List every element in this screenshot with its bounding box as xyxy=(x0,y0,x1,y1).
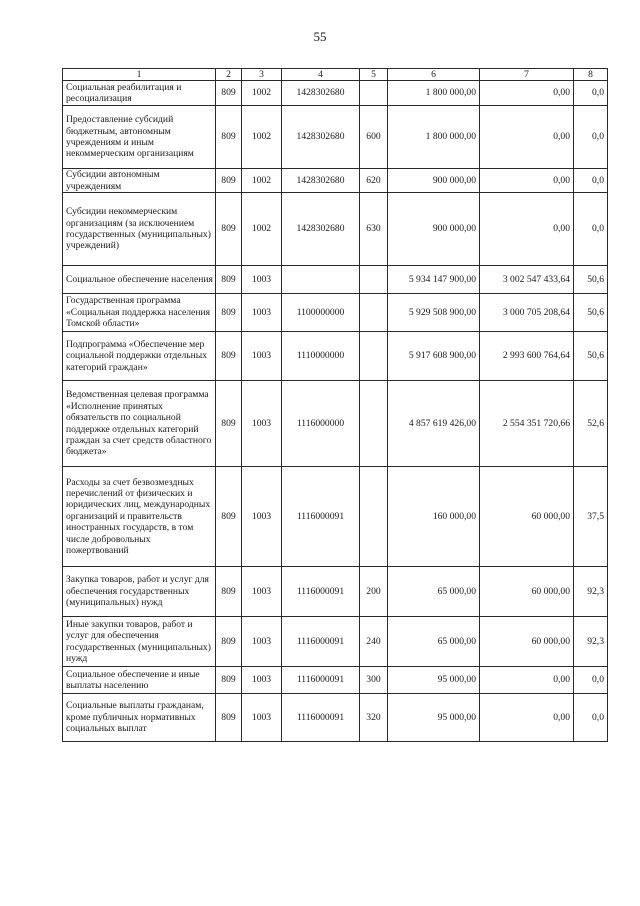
planned-amount: 95 000,00 xyxy=(388,667,480,694)
execution-percent: 50,6 xyxy=(574,332,608,381)
code-section: 1003 xyxy=(242,694,282,742)
code-target: 1116000091 xyxy=(282,567,360,617)
execution-percent: 92,3 xyxy=(574,567,608,617)
code-expense-type xyxy=(360,81,388,106)
header-cell: 3 xyxy=(242,69,282,81)
code-section: 1003 xyxy=(242,567,282,617)
code-target: 1116000091 xyxy=(282,667,360,694)
code-ministry: 809 xyxy=(216,381,242,467)
table-row xyxy=(63,266,608,294)
row-name: Социальное обеспечение и иные выплаты населению xyxy=(63,667,216,694)
executed-amount: 0,00 xyxy=(480,667,574,694)
code-section: 1003 xyxy=(242,467,282,567)
executed-amount: 60 000,00 xyxy=(480,467,574,567)
executed-amount: 0,00 xyxy=(480,106,574,169)
code-ministry: 809 xyxy=(216,467,242,567)
execution-percent: 0,0 xyxy=(574,193,608,266)
header-cell: 4 xyxy=(282,69,360,81)
execution-percent: 50,6 xyxy=(574,294,608,332)
planned-amount: 95 000,00 xyxy=(388,694,480,742)
executed-amount: 3 002 547 433,64 xyxy=(480,266,574,294)
table-row xyxy=(63,381,608,467)
table-row xyxy=(63,193,608,266)
code-target: 1116000000 xyxy=(282,381,360,467)
code-section: 1003 xyxy=(242,667,282,694)
planned-amount: 5 934 147 900,00 xyxy=(388,266,480,294)
executed-amount: 2 993 600 764,64 xyxy=(480,332,574,381)
planned-amount: 5 929 508 900,00 xyxy=(388,294,480,332)
code-ministry: 809 xyxy=(216,266,242,294)
table-row xyxy=(63,667,608,694)
code-target: 1428302680 xyxy=(282,169,360,193)
executed-amount: 0,00 xyxy=(480,169,574,193)
table-row xyxy=(63,617,608,667)
code-ministry: 809 xyxy=(216,694,242,742)
table-row xyxy=(63,169,608,193)
table-row xyxy=(63,694,608,742)
row-name: Расходы за счет безвозмездных перечислений от физических и юридических лиц, международных организаций и правительств иностранных государств, в том числе добровольных пожертвований xyxy=(63,467,216,567)
code-target: 1110000000 xyxy=(282,332,360,381)
code-section: 1002 xyxy=(242,106,282,169)
planned-amount: 1 800 000,00 xyxy=(388,81,480,106)
executed-amount: 0,00 xyxy=(480,694,574,742)
table-row xyxy=(63,81,608,106)
execution-percent: 52,6 xyxy=(574,381,608,467)
code-target: 1116000091 xyxy=(282,694,360,742)
code-ministry: 809 xyxy=(216,617,242,667)
code-target: 1428302680 xyxy=(282,193,360,266)
code-section: 1002 xyxy=(242,193,282,266)
code-ministry: 809 xyxy=(216,567,242,617)
row-name: Социальная реабилитация и ресоциализация xyxy=(63,81,216,106)
code-section: 1002 xyxy=(242,81,282,106)
code-expense-type: 200 xyxy=(360,567,388,617)
table-row xyxy=(63,467,608,567)
executed-amount: 60 000,00 xyxy=(480,567,574,617)
header-cell: 6 xyxy=(388,69,480,81)
code-expense-type xyxy=(360,294,388,332)
planned-amount: 1 800 000,00 xyxy=(388,106,480,169)
code-expense-type xyxy=(360,332,388,381)
planned-amount: 900 000,00 xyxy=(388,193,480,266)
row-name: Предоставление субсидий бюджетным, автономным учреждениям и иным некоммерческим организациям xyxy=(63,106,216,169)
code-ministry: 809 xyxy=(216,193,242,266)
execution-percent: 0,0 xyxy=(574,106,608,169)
budget-table xyxy=(62,68,608,742)
planned-amount: 5 917 608 900,00 xyxy=(388,332,480,381)
code-target: 1116000091 xyxy=(282,467,360,567)
planned-amount: 65 000,00 xyxy=(388,567,480,617)
header-cell: 5 xyxy=(360,69,388,81)
planned-amount: 160 000,00 xyxy=(388,467,480,567)
execution-percent: 37,5 xyxy=(574,467,608,567)
planned-amount: 4 857 619 426,00 xyxy=(388,381,480,467)
code-expense-type: 300 xyxy=(360,667,388,694)
row-name: Социальные выплаты гражданам, кроме публичных нормативных социальных выплат xyxy=(63,694,216,742)
execution-percent: 0,0 xyxy=(574,81,608,106)
executed-amount: 2 554 351 720,66 xyxy=(480,381,574,467)
code-expense-type: 600 xyxy=(360,106,388,169)
row-name: Субсидии некоммерческим организациям (за исключением государственных (муниципальных) учреждений) xyxy=(63,193,216,266)
code-section: 1002 xyxy=(242,169,282,193)
code-expense-type xyxy=(360,467,388,567)
table-row xyxy=(63,567,608,617)
execution-percent: 0,0 xyxy=(574,169,608,193)
execution-percent: 50,6 xyxy=(574,266,608,294)
code-ministry: 809 xyxy=(216,667,242,694)
table-row xyxy=(63,332,608,381)
row-name: Ведомственная целевая программа «Исполнение принятых обязательств по социальной поддержке отдельных категорий граждан за счет средств областного бюджета» xyxy=(63,381,216,467)
code-ministry: 809 xyxy=(216,106,242,169)
header-cell: 2 xyxy=(216,69,242,81)
code-ministry: 809 xyxy=(216,294,242,332)
code-expense-type xyxy=(360,381,388,467)
row-name: Подпрограмма «Обеспечение мер социальной поддержки отдельных категорий граждан» xyxy=(63,332,216,381)
code-ministry: 809 xyxy=(216,81,242,106)
execution-percent: 92,3 xyxy=(574,617,608,667)
table-row xyxy=(63,294,608,332)
executed-amount: 0,00 xyxy=(480,81,574,106)
header-cell: 8 xyxy=(574,69,608,81)
row-name: Государственная программа «Социальная поддержка населения Томской области» xyxy=(63,294,216,332)
executed-amount: 3 000 705 208,64 xyxy=(480,294,574,332)
code-target: 1100000000 xyxy=(282,294,360,332)
code-expense-type: 240 xyxy=(360,617,388,667)
row-name: Закупка товаров, работ и услуг для обеспечения государственных (муниципальных) нужд xyxy=(63,567,216,617)
code-target: 1428302680 xyxy=(282,106,360,169)
row-name: Иные закупки товаров, работ и услуг для обеспечения государственных (муниципальных) нужд xyxy=(63,617,216,667)
code-target: 1116000091 xyxy=(282,617,360,667)
code-section: 1003 xyxy=(242,381,282,467)
executed-amount: 0,00 xyxy=(480,193,574,266)
header-cell: 1 xyxy=(63,69,216,81)
execution-percent: 0,0 xyxy=(574,694,608,742)
code-section: 1003 xyxy=(242,617,282,667)
code-ministry: 809 xyxy=(216,332,242,381)
code-expense-type: 630 xyxy=(360,193,388,266)
code-expense-type: 620 xyxy=(360,169,388,193)
execution-percent: 0,0 xyxy=(574,667,608,694)
executed-amount: 60 000,00 xyxy=(480,617,574,667)
code-section: 1003 xyxy=(242,266,282,294)
row-name: Социальное обеспечение населения xyxy=(63,266,216,294)
code-target: 1428302680 xyxy=(282,81,360,106)
planned-amount: 900 000,00 xyxy=(388,169,480,193)
row-name: Субсидии автономным учреждениям xyxy=(63,169,216,193)
table-row xyxy=(63,106,608,169)
page-number: 55 xyxy=(313,29,327,44)
header-cell: 7 xyxy=(480,69,574,81)
code-section: 1003 xyxy=(242,332,282,381)
code-expense-type: 320 xyxy=(360,694,388,742)
code-expense-type xyxy=(360,266,388,294)
planned-amount: 65 000,00 xyxy=(388,617,480,667)
header-row xyxy=(63,69,608,81)
code-ministry: 809 xyxy=(216,169,242,193)
code-section: 1003 xyxy=(242,294,282,332)
code-target xyxy=(282,266,360,294)
